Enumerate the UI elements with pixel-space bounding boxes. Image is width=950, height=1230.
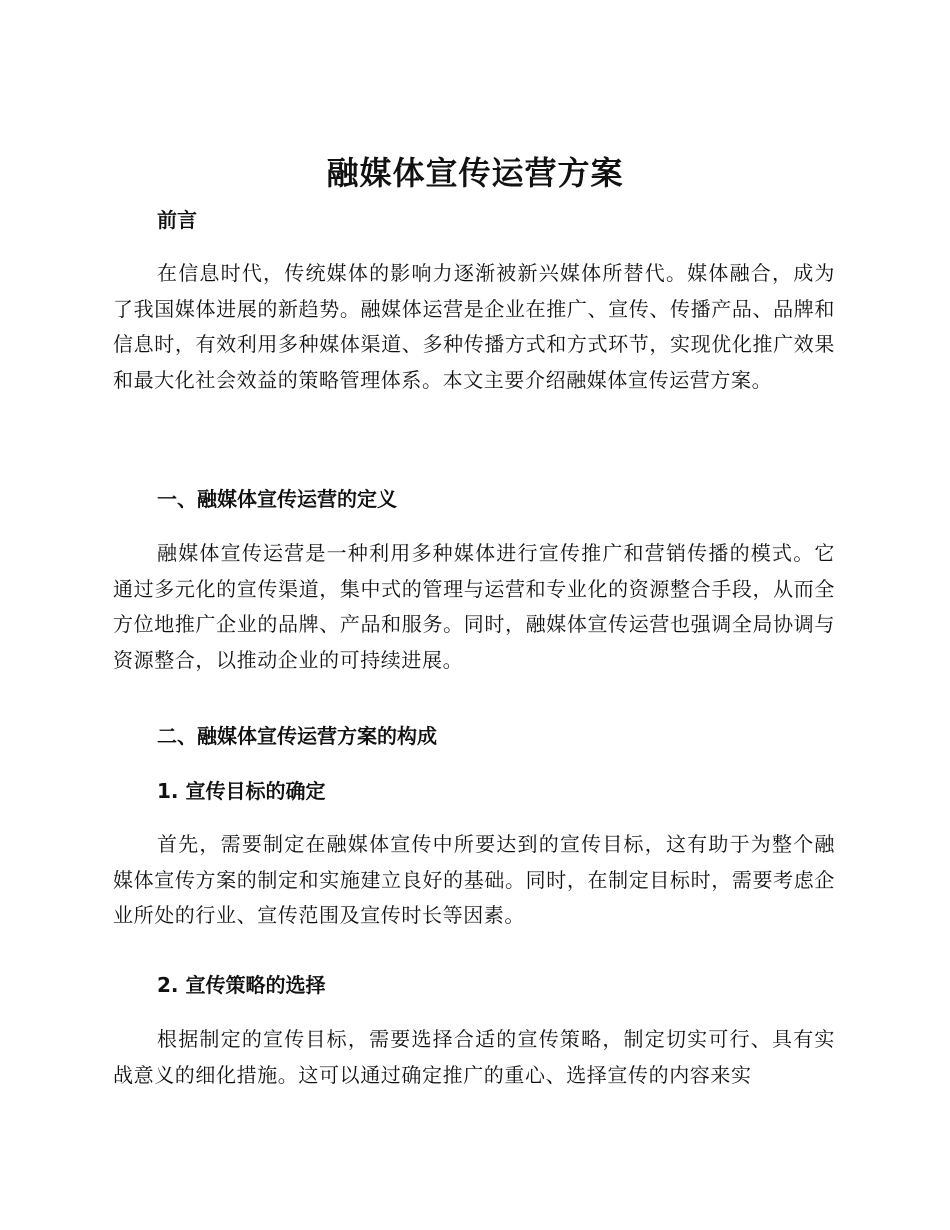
preface-heading: 前言 bbox=[157, 208, 197, 232]
section-2-heading: 二、融媒体宣传运营方案的构成 bbox=[157, 724, 437, 748]
subsection-1-heading: 1. 宣传目标的确定 bbox=[157, 779, 326, 803]
preface-paragraph: 在信息时代，传统媒体的影响力逐渐被新兴媒体所替代。媒体融合，成为了我国媒体进展的新趋势。融媒体运营是企业在推广、宣传、传播产品、品牌和信息时，有效利用多种媒体渠道、多种传播方式和方式环节，实现优化推广效果和最大化社会效益的策略管理体系。本文主要介绍融媒体宣传运营方案。 bbox=[113, 261, 835, 392]
subsection-2-heading: 2. 宣传策略的选择 bbox=[157, 973, 326, 997]
subsection-1-paragraph: 首先，需要制定在融媒体宣传中所要达到的宣传目标，这有助于为整个融媒体宣传方案的制定和实施建立良好的基础。同时，在制定目标时，需要考虑企业所处的行业、宣传范围及宣传时长等因素。 bbox=[113, 832, 835, 928]
section-1-heading: 一、融媒体宣传运营的定义 bbox=[157, 487, 397, 511]
section-1-paragraph: 融媒体宣传运营是一种利用多种媒体进行宣传推广和营销传播的模式。它通过多元化的宣传渠道，集中式的管理与运营和专业化的资源整合手段，从而全方位地推广企业的品牌、产品和服务。同时，融媒体宣传运营也强调全局协调与资源整合，以推动企业的可持续进展。 bbox=[113, 541, 835, 672]
subsection-2-paragraph: 根据制定的宣传目标，需要选择合适的宣传策略，制定切实可行、具有实战意义的细化措施。这可以通过确定推广的重心、选择宣传的内容来实 bbox=[113, 1027, 835, 1087]
document-title: 融媒体宣传运营方案 bbox=[326, 154, 624, 192]
